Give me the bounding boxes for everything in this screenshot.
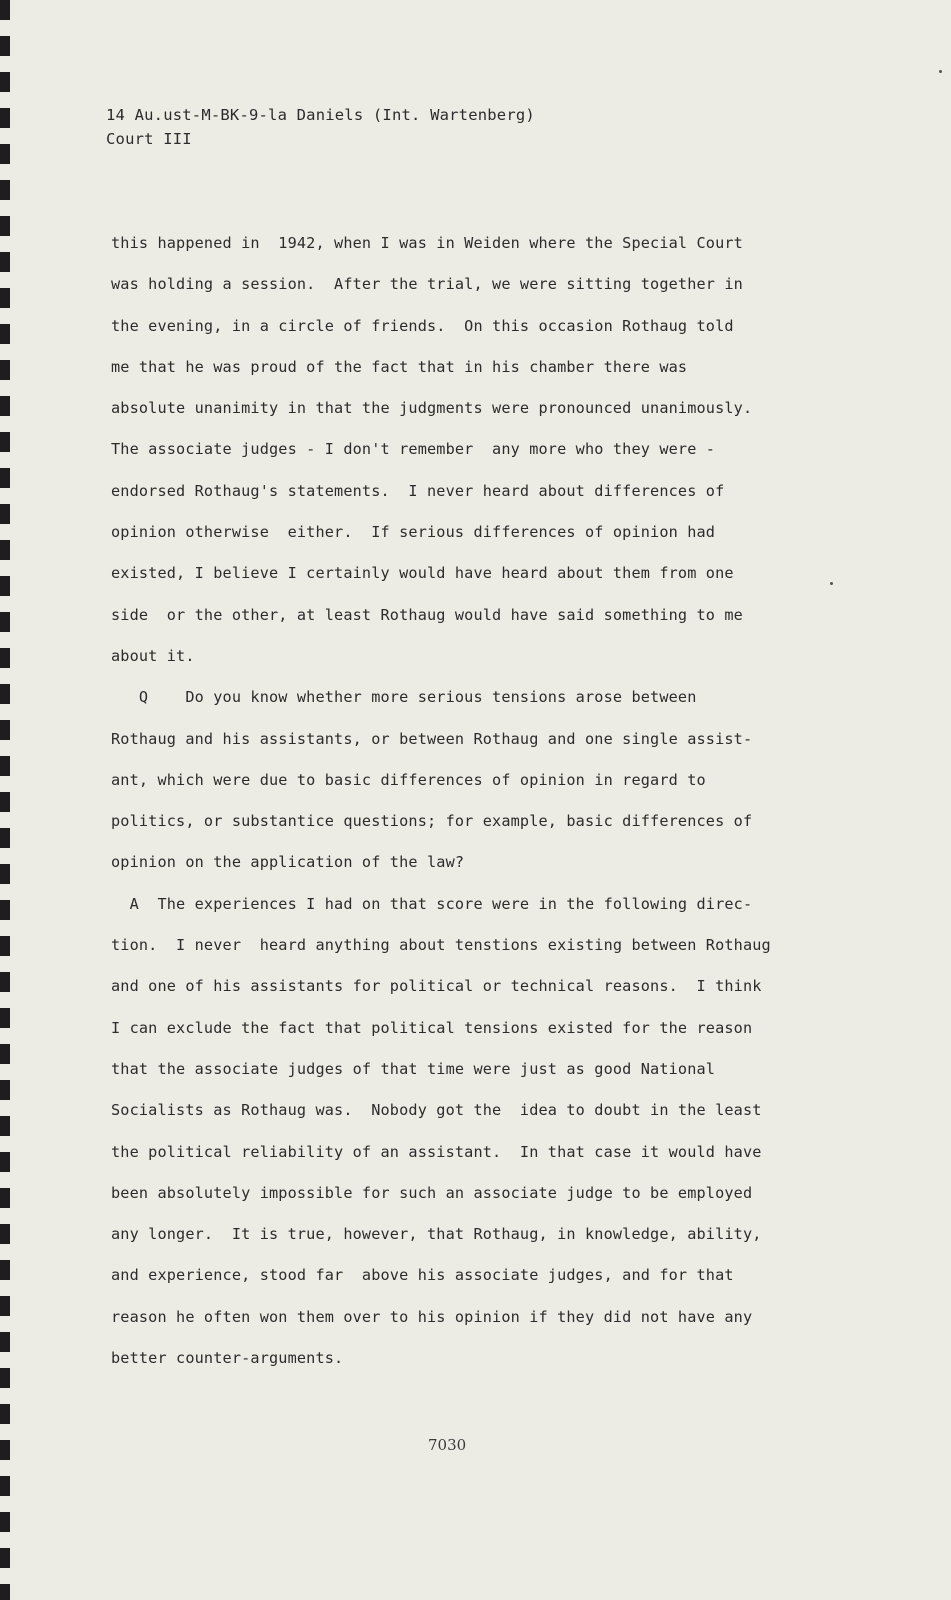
text-line: better counter-arguments. <box>111 1349 344 1368</box>
text-line: and one of his assistants for political or technical reasons. I think <box>111 977 762 996</box>
text-line: this happened in 1942, when I was in Weiden where the Special Court <box>111 234 743 252</box>
document-body <box>111 223 851 1379</box>
text-line: absolute unanimity in that the judgments were pronounced unanimously. <box>111 399 753 418</box>
text-line: any longer. It is true, however, that Rothaug, in knowledge, ability, <box>111 1225 762 1244</box>
header-line-date-speaker: 14 Au.ust-M-BK-9-la Daniels (Int. Wartenberg) <box>106 106 535 124</box>
text-line: me that he was proud of the fact that in his chamber there was <box>111 357 688 376</box>
stray-mark <box>830 582 833 585</box>
text-line: was holding a session. After the trial, we were sitting together in <box>111 275 743 294</box>
page-number: 7030 <box>428 1436 467 1454</box>
text-line: A The experiences I had on that score were in the following direc- <box>111 894 753 913</box>
header-line-court: Court III <box>106 130 192 148</box>
text-line: opinion otherwise either. If serious differences of opinion had <box>111 523 716 542</box>
text-line: the evening, in a circle of friends. On this occasion Rothaug told <box>111 316 734 335</box>
text-line: about it. <box>111 646 195 665</box>
text-line: been absolutely impossible for such an associate judge to be employed <box>111 1183 753 1202</box>
text-line: reason he often won them over to his opinion if they did not have any <box>111 1307 753 1326</box>
text-line: I can exclude the fact that political tensions existed for the reason <box>111 1018 753 1037</box>
text-line: that the associate judges of that time were just as good National <box>111 1059 716 1078</box>
text-line: The associate judges - I don't remember any more who they were - <box>111 440 716 459</box>
text-line: endorsed Rothaug's statements. I never heard about differences of <box>111 481 725 500</box>
text-line: opinion on the application of the law? <box>111 853 465 872</box>
text-line: the political reliability of an assistant. In that case it would have <box>111 1142 762 1161</box>
text-line: tion. I never heard anything about tenstions existing between Rothaug <box>111 936 771 955</box>
text-line: Q Do you know whether more serious tensions arose between <box>111 688 697 707</box>
stray-mark <box>939 70 942 73</box>
text-line: and experience, stood far above his associate judges, and for that <box>111 1266 734 1285</box>
text-line: Socialists as Rothaug was. Nobody got the idea to doubt in the least <box>111 1101 762 1120</box>
text-line: existed, I believe I certainly would have heard about them from one <box>111 564 734 583</box>
text-line: politics, or substantice questions; for example, basic differences of <box>111 812 753 831</box>
text-line: Rothaug and his assistants, or between Rothaug and one single assist- <box>111 729 753 748</box>
text-line: ant, which were due to basic differences of opinion in regard to <box>111 770 706 789</box>
text-line: side or the other, at least Rothaug would have said something to me <box>111 605 743 624</box>
document-header <box>106 103 535 151</box>
